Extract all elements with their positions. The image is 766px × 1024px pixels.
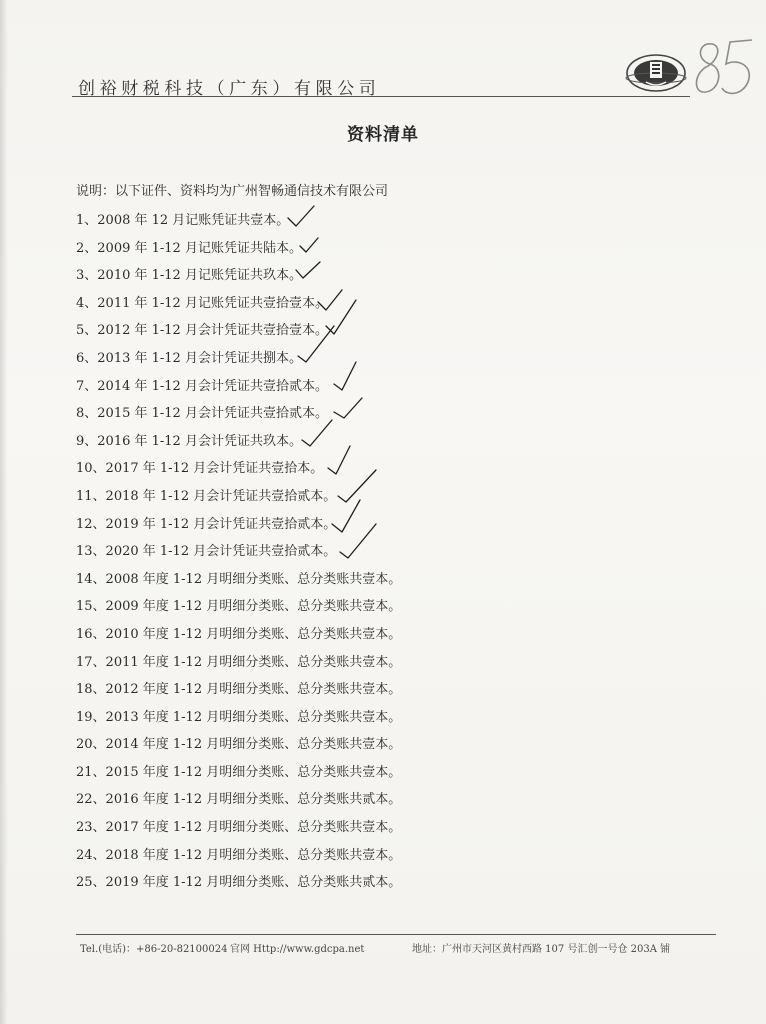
- list-item: 20、2014 年度 1-12 月明细分类账、总分类账共壹本。: [76, 737, 402, 753]
- document-title: 资料清单: [347, 125, 419, 145]
- list-item: 11、2018 年 1-12 月会计凭证共壹拾贰本。: [76, 488, 337, 504]
- list-item: 21、2015 年度 1-12 月明细分类账、总分类账共壹本。: [76, 764, 402, 780]
- list-item: 22、2016 年度 1-12 月明细分类账、总分类账共贰本。: [76, 792, 402, 808]
- list-item: 19、2013 年度 1-12 月明细分类账、总分类账共壹本。: [76, 709, 402, 725]
- list-item: 24、2018 年度 1-12 月明细分类账、总分类账共壹本。: [76, 847, 402, 863]
- list-item: 13、2020 年 1-12 月会计凭证共壹拾贰本。: [76, 544, 337, 560]
- list-item: 8、2015 年 1-12 月会计凭证共壹拾贰本。: [76, 406, 328, 422]
- list-item: 4、2011 年 1-12 月记账凭证共壹拾壹本。: [76, 295, 328, 311]
- list-item: 6、2013 年 1-12 月会计凭证共捌本。: [76, 350, 302, 366]
- company-name: 创裕财税科技（广东）有限公司: [78, 79, 381, 99]
- list-item: 12、2019 年 1-12 月会计凭证共壹拾贰本。: [76, 516, 337, 532]
- list-item: 10、2017 年 1-12 月会计凭证共壹拾本。: [76, 461, 324, 477]
- list-item: 2、2009 年 1-12 月记账凭证共陆本。: [76, 240, 302, 256]
- footer-phone: Tel.(电话)：+86-20-82100024: [80, 944, 228, 955]
- list-item: 18、2012 年度 1-12 月明细分类账、总分类账共壹本。: [76, 682, 402, 698]
- list-item: 14、2008 年度 1-12 月明细分类账、总分类账共壹本。: [76, 571, 402, 587]
- list-item: 25、2019 年度 1-12 月明细分类账、总分类账共贰本。: [76, 875, 402, 891]
- list-item: 1、2008 年 12 月记账凭证共壹本。: [76, 213, 290, 228]
- footer-divider: [76, 934, 716, 935]
- list-item: 3、2010 年 1-12 月记账凭证共玖本。: [76, 268, 302, 284]
- intro-statement: 说明：以下证件、资料均为广州智畅通信技术有限公司: [76, 184, 389, 199]
- list-item: 17、2011 年度 1-12 月明细分类账、总分类账共壹本。: [76, 654, 402, 670]
- document-list: [76, 207, 401, 897]
- header-divider: [72, 96, 690, 97]
- list-item: 23、2017 年度 1-12 月明细分类账、总分类账共壹本。: [76, 820, 402, 836]
- company-logo-icon: [624, 52, 688, 94]
- handwritten-page-number: [690, 30, 758, 110]
- list-item: 5、2012 年 1-12 月会计凭证共壹拾壹本。: [76, 323, 328, 339]
- list-item: 9、2016 年 1-12 月会计凭证共玖本。: [76, 433, 302, 449]
- list-item: 7、2014 年 1-12 月会计凭证共壹拾贰本。: [76, 378, 328, 394]
- list-item: 15、2009 年度 1-12 月明细分类账、总分类账共壹本。: [76, 599, 402, 615]
- footer-address: 地址：广州市天河区黄村西路 107 号汇创一号仓 203A 铺: [412, 944, 671, 955]
- list-item: 16、2010 年度 1-12 月明细分类账、总分类账共壹本。: [76, 626, 402, 642]
- footer-website: 官网 Http://www.gdcpa.net: [230, 944, 365, 955]
